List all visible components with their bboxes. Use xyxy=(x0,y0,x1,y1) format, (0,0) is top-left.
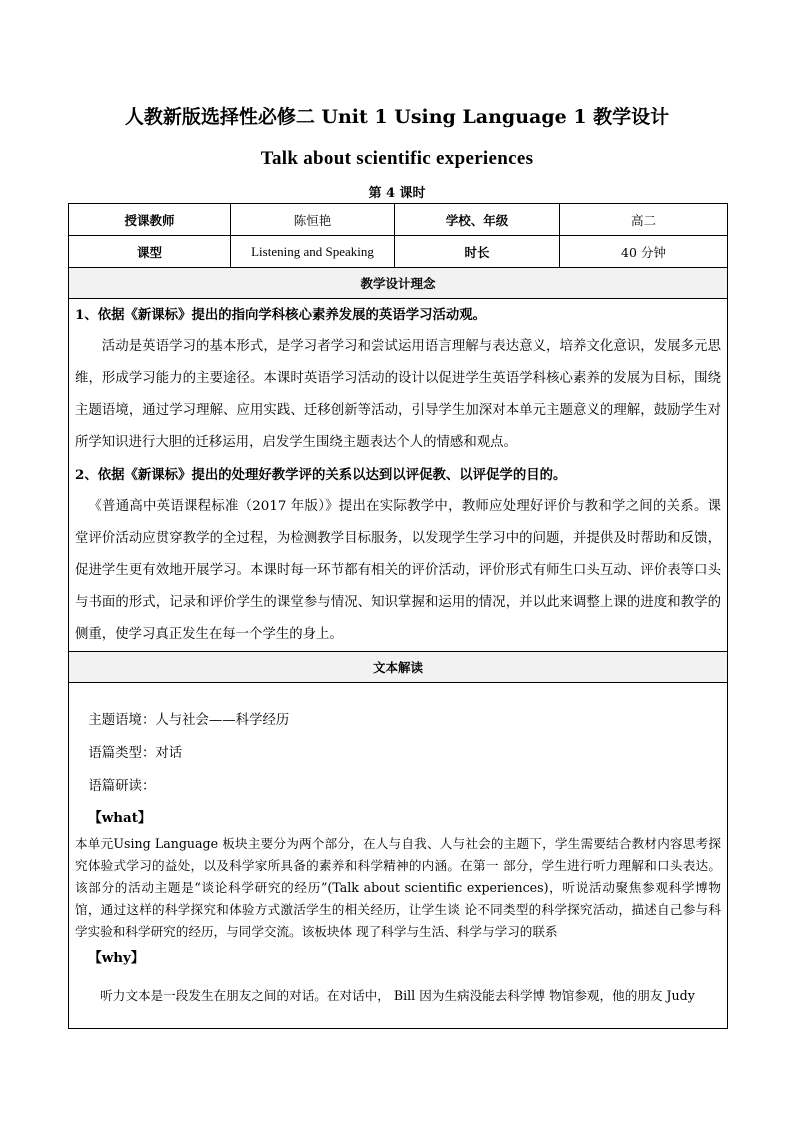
duration-label: 时长 xyxy=(395,236,560,268)
section-header-text-analysis xyxy=(69,652,728,683)
document-subtitle: Talk about scientific experiences xyxy=(260,148,534,169)
duration-value: 40 分钟 xyxy=(560,236,728,268)
what-tag: 【what】 xyxy=(88,810,152,826)
info-row-type xyxy=(69,236,728,268)
text-analysis-title: 文本解读 xyxy=(69,652,728,683)
text-genre: 语篇类型：对话 xyxy=(88,746,183,761)
lesson-plan-table xyxy=(68,203,728,1029)
info-row-teacher xyxy=(69,204,728,236)
point1-heading: 1、依据《新课标》提出的指向学科核心素养发展的英语学习活动观。 xyxy=(75,307,487,323)
point2-heading: 2、依据《新课标》提出的处理好教学评的关系以达到以评促教、以评促学的目的。 xyxy=(75,467,567,483)
theme-context: 主题语境：人与社会——科学经历 xyxy=(88,713,290,728)
why-tag: 【why】 xyxy=(88,950,145,966)
what-text: 本单元Using Language 板块主要分为两个部分，在人与自我、人与社会的主题下，学生需要结合教材内容思考探究体验式学习的益处，以及科学家所具备的素养和科学精神的内涵。在第一 部分，学生进行听力理解和口头表达。该部分的活动主题是“谈论科学研究的经历”(Talk about scientific experiences)，听说活动聚焦参观科学博物馆，通过这样的科学探究和体验方式激活学生的相关经历，让学生谈 论不同类型的科学探究活动，描述自己参与科学实验和科学研究的经历，与同学交流。该板块体 现了科学与生活、科学与学习的联系 xyxy=(75,836,721,939)
school-grade-label: 学校、年级 xyxy=(395,204,560,236)
point2-text: 《普通高中英语课程标准（2017 年版）》提出在实际教学中，教师应处理好评价与教和学之间的关系。课堂评价活动应贯穿教学的全过程，为检测教学目标服务，以发现学生学习中的问题，并提供及时帮助和反馈，促进学生更有效地开展学习。本课时每一环节都有相关的评价活动，评价形式有师生口头互动、评价表等口头与书面的形式，记录和评价学生的课堂参与情况、知识掌握和运用的情况，并以此来调整上课的进度和教学的侧重，使学习真正发生在每一个学生的身上。 xyxy=(75,499,721,642)
lesson-type-value: Listening and Speaking xyxy=(231,236,395,268)
lesson-period: 第 4 课时 xyxy=(368,186,426,201)
teacher-label: 授课教师 xyxy=(69,204,231,236)
design-concept-body xyxy=(69,299,728,652)
section-header-design-concept xyxy=(69,268,728,299)
text-analysis-body xyxy=(69,683,728,1029)
point1-text: 活动是英语学习的基本形式，是学习者学习和尝试运用语言理解与表达意义，培养文化意识，发展多元思维，形成学习能力的主要途径。本课时英语学习活动的设计以促进学生英语学科核心素养的发展为目标，围绕主题语境，通过学习理解、应用实践、迁移创新等活动，引导学生加深对本单元主题意义的理解，鼓励学生对所学知识进行大胆的迁移运用，启发学生围绕主题表达个人的情感和观点。 xyxy=(75,339,721,450)
why-text: 听力文本是一段发生在朋友之间的对话。在对话中， Bill 因为生病没能去科学博 物馆参观，他的朋友 Judy xyxy=(100,988,695,1003)
document-title: 人教新版选择性必修二 Unit 1 Using Language 1 教学设计 xyxy=(124,106,670,128)
school-grade-value: 高二 xyxy=(560,204,728,236)
design-concept-title: 教学设计理念 xyxy=(69,268,728,299)
lesson-type-label: 课型 xyxy=(69,236,231,268)
text-study-label: 语篇研读： xyxy=(88,779,156,794)
teacher-value: 陈恒艳 xyxy=(231,204,395,236)
